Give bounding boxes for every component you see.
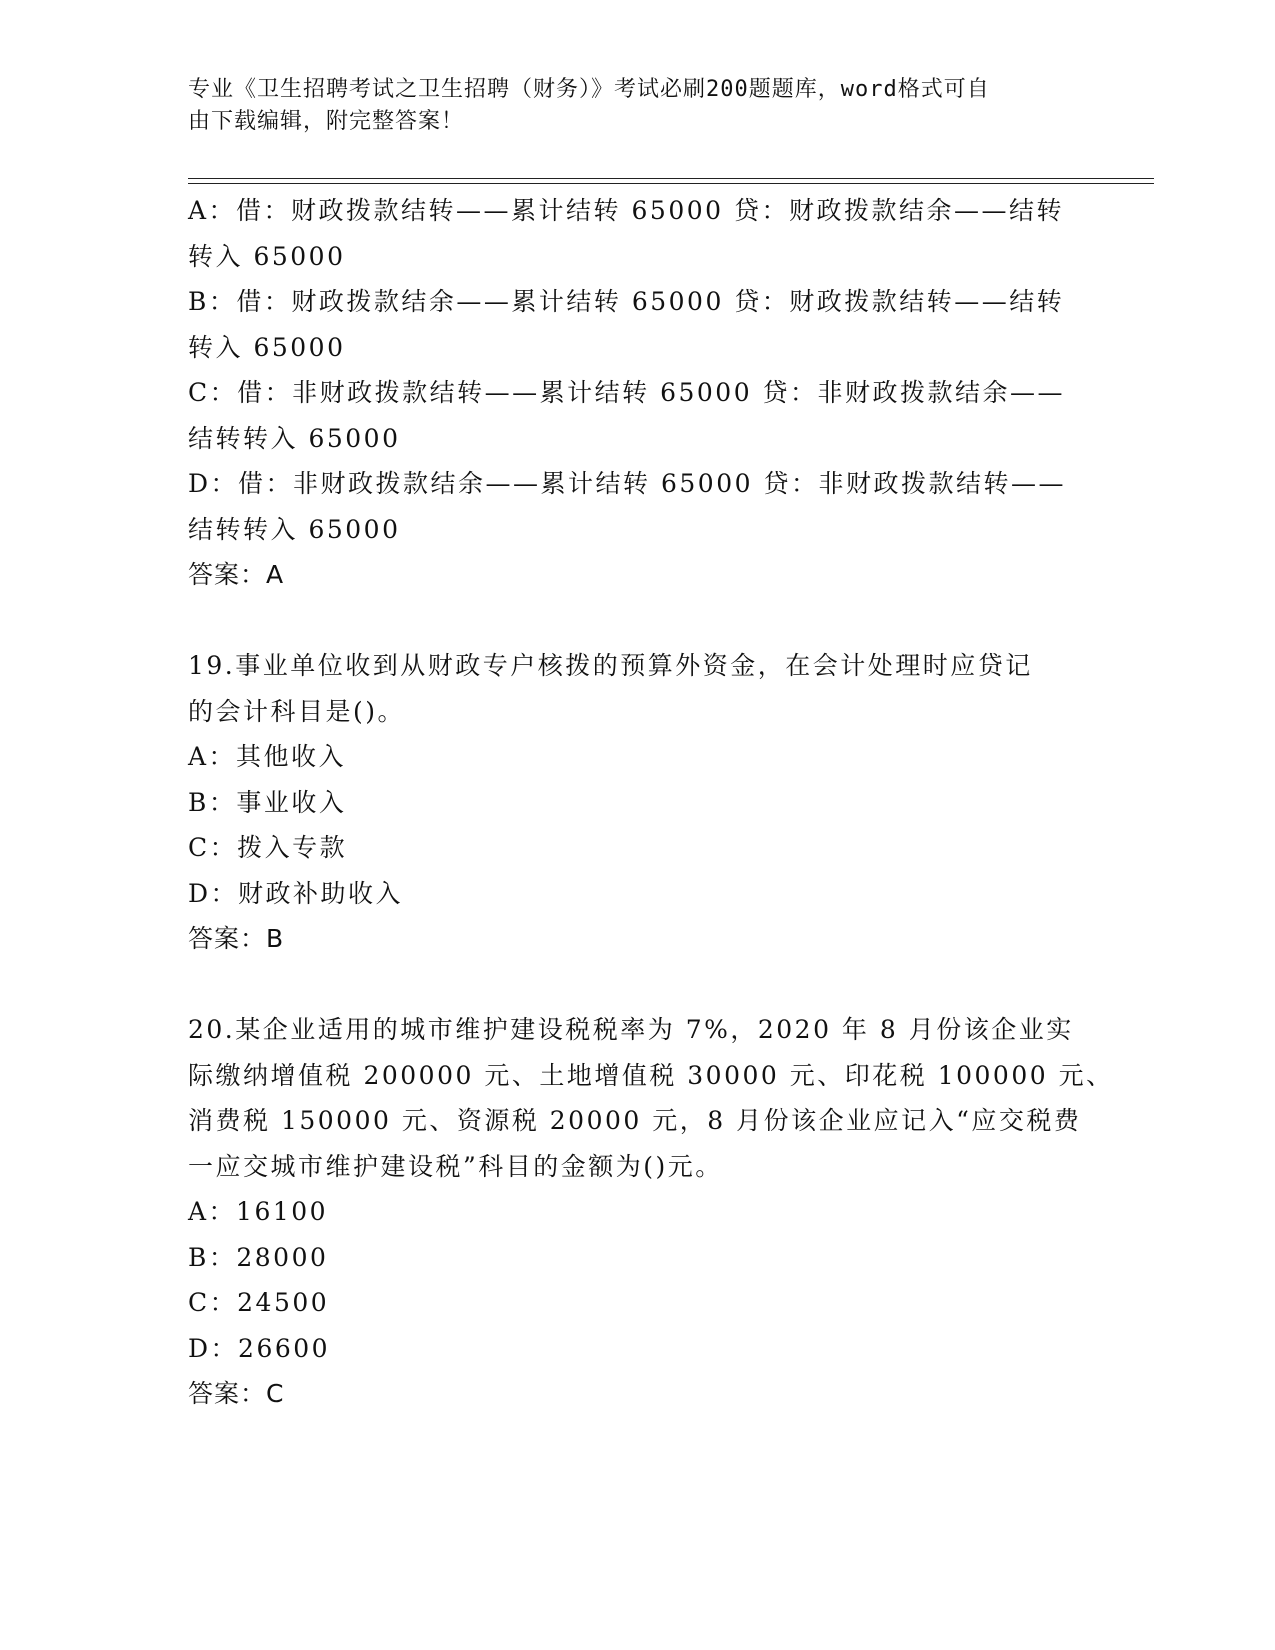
option-line: A：其他收入 [188, 742, 347, 771]
option-line: 转入 65000 [188, 332, 346, 362]
option-line: 转入 65000 [188, 241, 346, 271]
option-line: D：借：非财政拨款结余——累计结转 65000 贷：非财政拨款结转—— [188, 469, 1066, 498]
option-line: B：借：财政拨款结余——累计结转 65000 贷：财政拨款结转——结转 [188, 287, 1065, 316]
document-header [188, 74, 1068, 138]
question-19 [188, 643, 1088, 962]
option-line: C：借：非财政拨款结转——累计结转 65000 贷：非财政拨款结余—— [188, 378, 1066, 407]
question-text: 一应交城市维护建设税”科目的金额为()元。 [188, 1151, 723, 1181]
header-divider-top [188, 178, 1154, 179]
question-text: 20.某企业适用的城市维护建设税税率为 7%，2020 年 8 月份该企业实 [188, 1015, 1074, 1044]
question-text: 消费税 150000 元、资源税 20000 元，8 月份该企业应记入“应交税费 [188, 1106, 1082, 1135]
option-line: C：24500 [188, 1288, 330, 1317]
option-line: B：事业收入 [188, 787, 347, 817]
document-body [188, 188, 1114, 1417]
option-line: D：财政补助收入 [188, 878, 404, 908]
option-line: 结转转入 65000 [188, 514, 401, 544]
option-line: 结转转入 65000 [188, 423, 401, 453]
question-text: 19.事业单位收到从财政专户核拨的预算外资金，在会计处理时应贷记 [188, 651, 1033, 680]
question-text: 际缴纳增值税 200000 元、土地增值税 30000 元、印花税 100000 元、 [188, 1060, 1114, 1090]
question-18-options [188, 188, 1088, 598]
option-line: B：28000 [188, 1242, 329, 1272]
question-text: 的会计科目是()。 [188, 696, 406, 726]
header-line-2: 由下载编辑，附完整答案！ [188, 109, 465, 134]
spacer [188, 962, 1088, 1008]
option-line: D：26600 [188, 1333, 331, 1363]
question-20 [188, 1007, 1114, 1417]
option-line: C：拨入专款 [188, 833, 348, 862]
answer-line: 答案：B [188, 924, 285, 953]
header-line-1: 专业《卫生招聘考试之卫生招聘（财务）》考试必刷200题题库，word格式可自 [188, 77, 990, 102]
header-divider-bottom [188, 183, 1154, 184]
option-line: A：16100 [188, 1197, 329, 1226]
option-line: A：借：财政拨款结转——累计结转 65000 贷：财政拨款结余——结转 [188, 196, 1064, 225]
answer-line: 答案：A [188, 560, 285, 589]
spacer [188, 598, 1088, 644]
answer-line: 答案：C [188, 1379, 285, 1408]
